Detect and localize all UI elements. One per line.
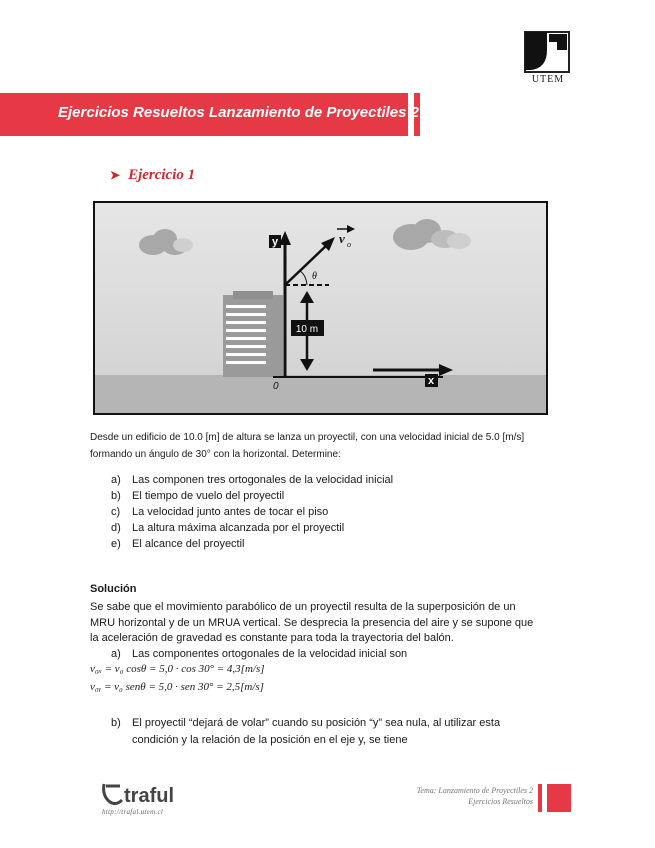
footer-topic — [417, 785, 533, 807]
footer-accent-bar — [538, 784, 542, 812]
footer-topic-line2: Ejercicios Resueltos — [468, 797, 533, 806]
solution-line3: la aceleración de gravedad es constante para toda la trayectoria del balón. — [90, 632, 454, 644]
exercise-heading — [110, 167, 195, 184]
list-text: La velocidad junto antes de tocar el piso — [132, 506, 329, 518]
axis-x-label: x — [427, 375, 435, 387]
list-letter: b) — [111, 490, 121, 502]
list-text: La altura máxima alcanzada por el proyectil — [132, 522, 345, 534]
list-letter: c) — [111, 506, 121, 518]
list-text: El tiempo de vuelo del proyectil — [132, 490, 285, 502]
solution-item-b-cont: condición y la relación de la posición en el eje y, se tiene — [132, 734, 408, 746]
footer-accent-block — [547, 784, 571, 812]
list-item — [111, 520, 344, 536]
list-letter: a) — [111, 648, 121, 660]
solution-line2: MRU horizontal y de un MRUA vertical. Se desprecia la presencia del aire y se supone que — [90, 617, 534, 629]
velocity-label: v — [339, 231, 345, 246]
equation-voy: v₀ᵧ = v₀ senθ = 5,0 · sen 30° = 2,5[m/s] — [90, 681, 264, 693]
traful-logo-icon — [100, 780, 195, 808]
solution-title: Solución — [90, 583, 137, 595]
list-letter: a) — [111, 474, 121, 486]
list-item — [111, 504, 328, 520]
equation-vox: v₀ₓ = v₀ cosθ = 5,0 · cos 30° = 4,3[m/s] — [90, 663, 265, 675]
list-text: Las componen tres ortogonales de la velocidad inicial — [132, 474, 394, 486]
projectile-diagram — [93, 201, 548, 415]
footer-topic-line1: Tema: Lanzamiento de Proyectiles 2 — [416, 786, 533, 795]
footer-url: http://trafal.utem.cl — [102, 808, 164, 816]
list-letter: e) — [111, 538, 121, 550]
height-label: 10 m — [295, 324, 319, 335]
list-text: El alcance del proyectil — [132, 538, 245, 550]
brand-text: traful — [124, 785, 174, 807]
velocity-subscript: o — [347, 240, 351, 249]
list-letter: b) — [111, 717, 121, 729]
list-text: Las componentes ortogonales de la velocidad inicial son — [132, 648, 408, 660]
problem-text-line1: Desde un edificio de 10.0 [m] de altura se lanza un proyectil, con una velocidad inicial de 5.0 [m/s] — [90, 432, 525, 443]
list-text: El proyectil “dejará de volar” cuando su posición “y” sea nula, al utilizar esta — [132, 717, 501, 729]
angle-label: θ — [312, 271, 317, 282]
axis-y-label: y — [271, 236, 279, 248]
solution-item-b — [111, 715, 500, 731]
logo-text: UTEM — [531, 74, 565, 85]
solution-line1: Se sabe que el movimiento parabólico de un proyectil resulta de la superposición de un — [90, 601, 516, 613]
list-item — [111, 488, 284, 504]
building-icon — [223, 291, 283, 377]
problem-text-line2: formando un ángulo de 30° con la horizontal. Determine: — [90, 449, 341, 460]
list-letter: d) — [111, 522, 121, 534]
list-item — [111, 472, 393, 488]
list-item — [111, 536, 245, 552]
ground — [95, 375, 546, 413]
exercise-heading-text: Ejercicio 1 — [128, 167, 196, 183]
page-title: Ejercicios Resueltos Lanzamiento de Proyectiles 2 — [58, 104, 419, 121]
solution-item-a — [111, 646, 407, 662]
arrow-icon: ➤ — [110, 168, 121, 182]
origin-label: 0 — [273, 381, 279, 392]
